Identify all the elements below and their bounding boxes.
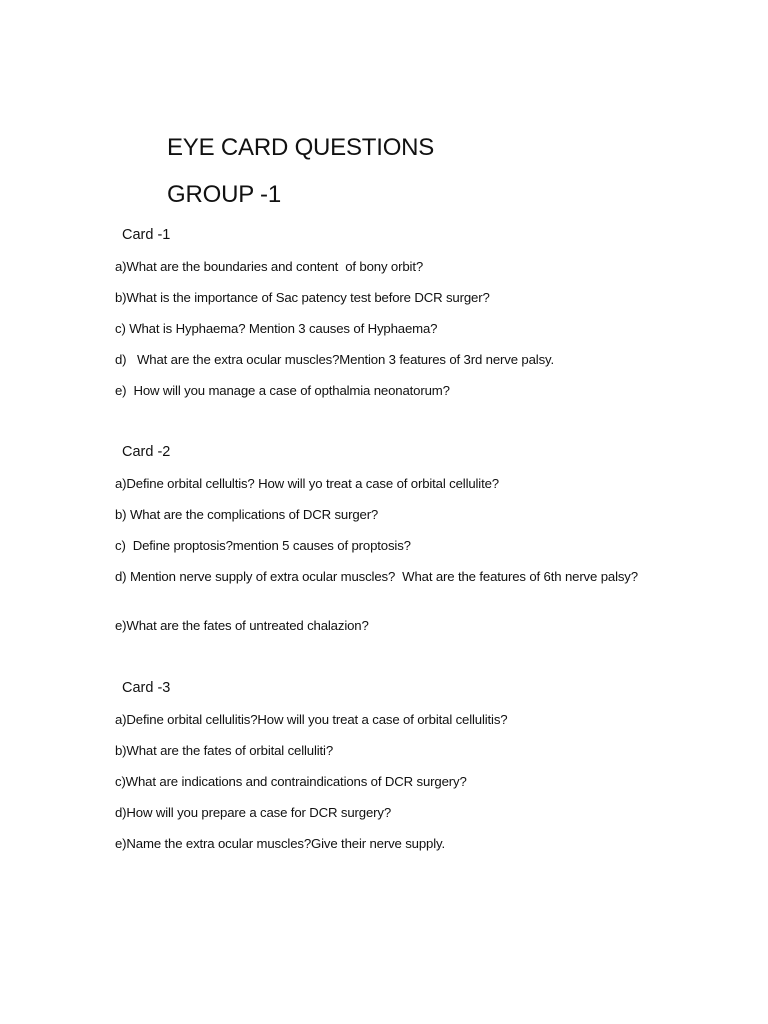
- card-2-question-a: a)Define orbital cellultis? How will yo treat a case of orbital cellulite?: [115, 476, 499, 491]
- card-1-question-c: c) What is Hyphaema? Mention 3 causes of Hyphaema?: [115, 321, 438, 336]
- card-1-label: Card -1: [122, 227, 171, 243]
- card-1-question-e: e) How will you manage a case of opthalmia neonatorum?: [115, 383, 450, 398]
- card-3-question-e: e)Name the extra ocular muscles?Give their nerve supply.: [115, 836, 445, 851]
- card-2-question-c: c) Define proptosis?mention 5 causes of proptosis?: [115, 538, 411, 553]
- card-2-question-e: e)What are the fates of untreated chalazion?: [115, 618, 369, 633]
- card-1-question-b: b)What is the importance of Sac patency test before DCR surger?: [115, 290, 490, 305]
- card-3-question-d: d)How will you prepare a case for DCR surgery?: [115, 805, 392, 820]
- card-2-question-b: b) What are the complications of DCR surger?: [115, 507, 379, 522]
- document-title: EYE CARD QUESTIONS: [167, 134, 435, 161]
- card-1-question-d: d) What are the extra ocular muscles?Mention 3 features of 3rd nerve palsy.: [115, 352, 554, 367]
- card-3-question-c: c)What are indications and contraindications of DCR surgery?: [115, 774, 467, 789]
- group-heading: GROUP -1: [167, 181, 281, 208]
- card-3-label: Card -3: [122, 680, 171, 696]
- card-3-question-a: a)Define orbital cellulitis?How will you treat a case of orbital cellulitis?: [115, 712, 508, 727]
- card-1-question-a: a)What are the boundaries and content of bony orbit?: [115, 259, 424, 274]
- card-2-label: Card -2: [122, 444, 171, 460]
- card-3-question-b: b)What are the fates of orbital celluliti?: [115, 743, 333, 758]
- card-2-question-d: d) Mention nerve supply of extra ocular muscles? What are the features of 6th nerve palsy?: [115, 569, 638, 584]
